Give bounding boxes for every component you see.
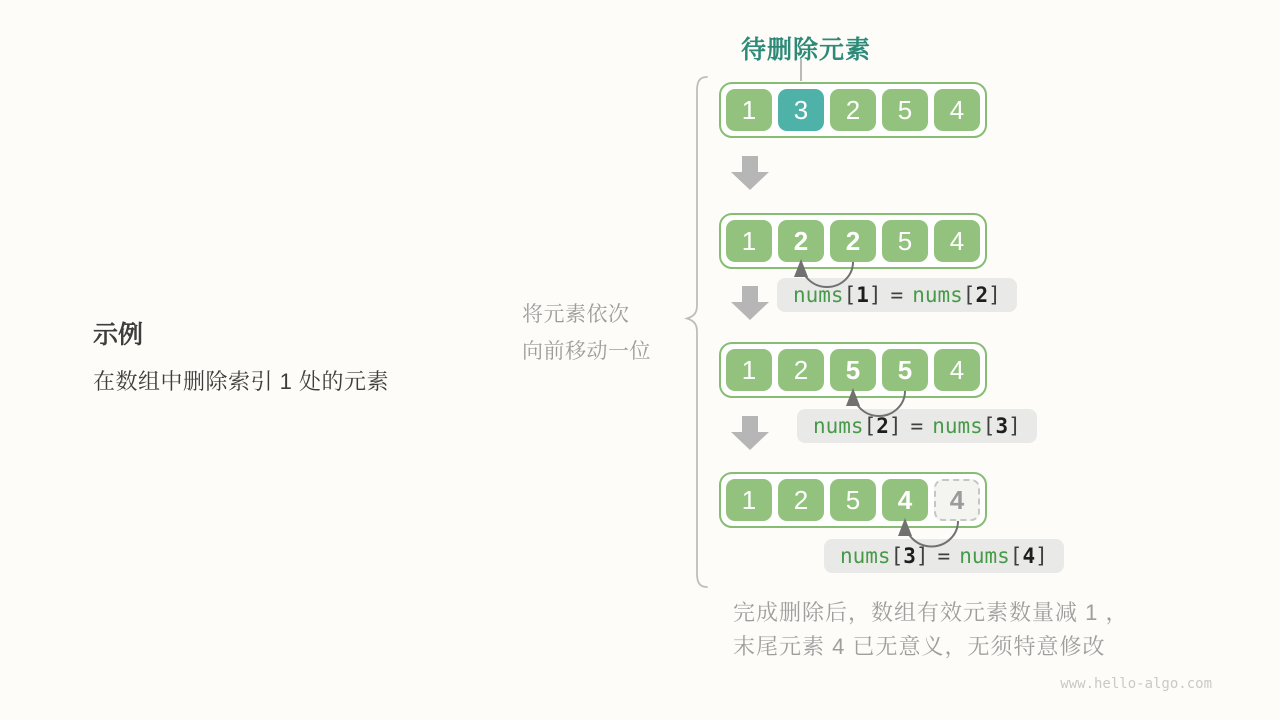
example-block (93, 315, 389, 396)
array-state-after-step-3 (719, 472, 987, 528)
code-fn: nums (793, 283, 844, 307)
code-fn: nums (813, 414, 864, 438)
array-cell-moved: 2 (830, 220, 876, 262)
array-cell: 4 (934, 89, 980, 131)
code-equals: = (910, 414, 924, 438)
array-state-after-step-2 (719, 342, 987, 398)
array-state-after-step-1 (719, 213, 987, 269)
array-cell: 4 (934, 349, 980, 391)
footnote (733, 596, 1128, 664)
shift-note-line: 向前移动一位 (522, 340, 651, 363)
code-fn: nums (840, 544, 891, 568)
assignment-label-2 (797, 409, 1037, 443)
code-index: 2 (876, 414, 889, 438)
example-heading: 示例 (93, 321, 144, 349)
code-equals: = (890, 283, 904, 307)
code-equals: = (937, 544, 951, 568)
code-index: 1 (856, 283, 869, 307)
footnote-line: 完成删除后，数组有效元素数量减 1 ， (733, 600, 1129, 625)
code-fn: nums (959, 544, 1010, 568)
assignment-label-1 (777, 278, 1017, 312)
array-cell: 5 (830, 479, 876, 521)
code-fn: nums (932, 414, 983, 438)
array-cell-to-delete: 3 (778, 89, 824, 131)
assignment-label-3 (824, 539, 1064, 573)
code-index: 3 (995, 414, 1009, 438)
array-cell: 1 (726, 349, 772, 391)
brace-icon (687, 77, 707, 587)
array-cell: 1 (726, 479, 772, 521)
code-bracket: ] (868, 283, 882, 307)
code-bracket: [ (843, 283, 857, 307)
array-cell: 1 (726, 89, 772, 131)
code-bracket: [ (982, 414, 996, 438)
code-index: 4 (1022, 544, 1036, 568)
array-cell-moved: 4 (882, 479, 928, 521)
code-index: 3 (903, 544, 916, 568)
array-cell: 2 (830, 89, 876, 131)
code-bracket: ] (888, 414, 902, 438)
array-cell-moved: 5 (830, 349, 876, 391)
code-bracket: [ (1009, 544, 1023, 568)
array-cell: 2 (778, 479, 824, 521)
down-arrow-icon (731, 416, 769, 450)
array-cell-moved: 5 (882, 349, 928, 391)
down-arrow-icon (731, 286, 769, 320)
array-cell: 1 (726, 220, 772, 262)
code-fn: nums (912, 283, 963, 307)
array-cell: 2 (778, 349, 824, 391)
code-bracket: [ (962, 283, 976, 307)
array-cell: 4 (934, 220, 980, 262)
array-state-initial (719, 82, 987, 138)
code-bracket: ] (915, 544, 929, 568)
array-cell: 5 (882, 220, 928, 262)
array-cell-ghost: 4 (934, 479, 980, 521)
array-cell-moved: 2 (778, 220, 824, 262)
code-bracket: [ (863, 414, 877, 438)
shift-note-line: 将元素依次 (522, 303, 630, 326)
code-bracket: [ (890, 544, 904, 568)
example-description: 在数组中删除索引 1 处的元素 (93, 369, 389, 394)
watermark: www.hello-algo.com (1060, 676, 1212, 692)
shift-note (522, 296, 651, 370)
code-bracket: ] (1035, 544, 1048, 568)
code-bracket: ] (988, 283, 1001, 307)
code-index: 2 (975, 283, 989, 307)
code-bracket: ] (1008, 414, 1021, 438)
array-cell: 5 (882, 89, 928, 131)
footnote-line: 末尾元素 4 已无意义，无须特意修改 (733, 634, 1106, 659)
down-arrow-icon (731, 156, 769, 190)
page-title: 待删除元素 (740, 36, 872, 64)
